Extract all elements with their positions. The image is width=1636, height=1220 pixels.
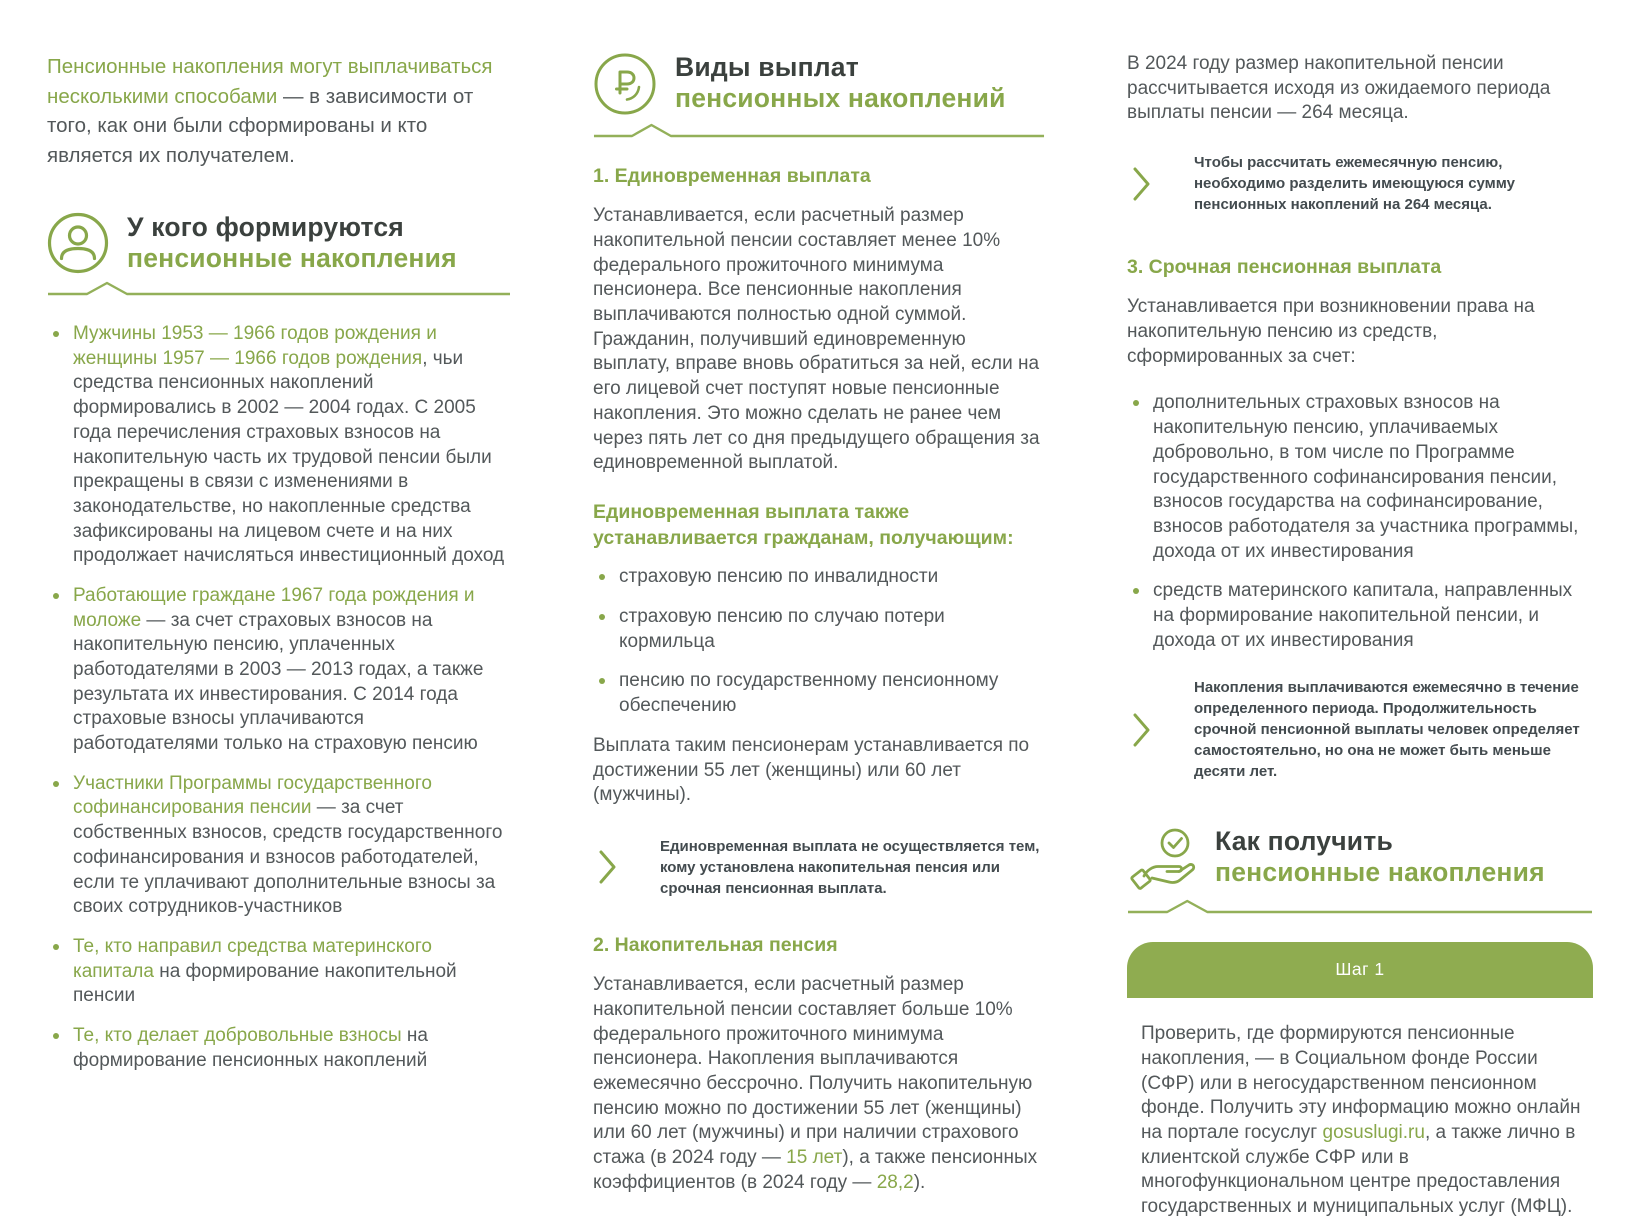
paragraph-segment: , а также лично в клиентской службе СФР или в многофункциональном центре предоставления государственных и муниципальных услуг (МФЦ). — [1141, 1122, 1576, 1218]
subsection-heading-term-payment: 3. Срочная пенсионная выплата — [1127, 256, 1442, 279]
item-lead: Работающие граждане 1967 года рождения и моложе — [73, 584, 475, 631]
section-title — [127, 212, 457, 274]
list-item — [593, 565, 1045, 590]
callout-note — [1127, 677, 1593, 782]
term-payment-sources-list — [1127, 391, 1593, 653]
bullet-dot — [599, 614, 605, 620]
bullet-dot — [53, 781, 59, 787]
chevron-right-icon — [1133, 713, 1150, 747]
step-1-banner: Шаг 1 — [1127, 942, 1593, 998]
bullet-dot — [53, 331, 59, 337]
item-lead: Участники Программы государственного софинансирования пенсии — [73, 772, 432, 819]
list-item — [1127, 579, 1593, 653]
term-payment-paragraph: Устанавливается при возникновении права на накопительную пенсию из средств, сформированных за счет: — [1127, 296, 1535, 367]
person-icon — [47, 212, 109, 274]
callout-text: Чтобы рассчитать ежемесячную пенсию, необходимо разделить имеющуюся сумму пенсионных накоплений на 264 месяца. — [1194, 154, 1516, 214]
section-header-who-forms — [47, 212, 511, 274]
section-title — [675, 52, 1006, 114]
list-item — [47, 772, 511, 920]
column-middle — [593, 52, 1045, 1220]
list-item — [593, 605, 1045, 654]
list-item — [47, 1024, 511, 1073]
paragraph-segment: ), а также пенсионных коэффициентов (в 2024 году — — [593, 1147, 1038, 1193]
bullet-dot — [53, 1033, 59, 1039]
intro-rest: — в зависимости от того, как они были сформированы и кто является их получателем. — [47, 84, 474, 167]
item-lead: Мужчины 1953 — 1966 годов рождения и женщины 1957 — 1966 годов рождения — [73, 323, 437, 369]
intro-lead: Пенсионные накопления могут выплачиваться несколькими способами — [47, 55, 493, 108]
bullet-dot — [1133, 400, 1139, 406]
item-text: дополнительных страховых взносов на накопительную пенсию, уплачиваемых добровольно, в том числе по Программе государственного софинансирования пенсии, взносов государства на софинансирование, взносов работодателя за участника программы, дохода от их инвестирования — [1153, 392, 1579, 562]
lump-sum-paragraph: Устанавливается, если расчетный размер накопительной пенсии составляет менее 10% федерального прожиточного минимума пенсионера. Все пенсионные накопления выплачиваются полностью одной суммой. Гражданин, получивший единовременную выплату, вправе вновь обратиться за ней, если на его лицевой счет поступят новые пенсионные накопления. Это можно сделать не ранее чем через пять лет со дня предыдущего обращения за единовременной выплатой. — [593, 205, 1040, 474]
also-granted-heading: Единовременная выплата также устанавливается гражданам, получающим: — [593, 500, 1014, 549]
column-left — [47, 52, 511, 1220]
item-rest: на формирование накопительной пенсии — [73, 960, 457, 1007]
list-item — [1127, 391, 1593, 564]
bullet-dot — [1133, 588, 1139, 594]
paragraph-segment: Проверить, где формируются пенсионные накопления, — в Социальном фонде России (СФР) или в негосударственном пенсионном фонде. Получить эту информацию можно онлайн на портале госуслуг — [1141, 1023, 1581, 1144]
item-text: средств материнского капитала, направленных на формирование накопительной пенсии, и дохода от их инвестирования — [1153, 580, 1573, 651]
item-rest: — за счет страховых взносов на накопительную пенсию, уплаченных работодателями в 2003 — 2013 годах, а также результата их инвестирования. С 2014 года страховые взносы уплачиваются работодателями только на страховую пенсию — [73, 609, 484, 755]
section-header-how-to-get — [1127, 826, 1593, 892]
paragraph-segment: ). — [913, 1171, 926, 1193]
ruble-coin-icon — [593, 52, 657, 116]
bullet-dot — [599, 574, 605, 580]
column-right — [1127, 52, 1593, 1220]
funded-pension-paragraph — [593, 973, 1045, 1195]
item-rest: — за счет собственных взносов, средств государственного софинансирования и взносов работодателей, если те уплачивают дополнительные взносы за своих сотрудников-участников — [73, 797, 503, 918]
callout-text: Накопления выплачиваются ежемесячно в течение определенного периода. Продолжительность срочной пенсионной выплаты человек определяет самостоятельно, но она не может быть меньше десяти лет. — [1194, 679, 1580, 781]
list-item — [47, 584, 511, 757]
section-title-line2: пенсионные накопления — [127, 243, 457, 274]
list-item — [47, 935, 511, 1009]
lump-sum-recipients-list — [593, 565, 1045, 718]
item-text: пенсию по государственному пенсионному обеспечению — [619, 670, 999, 717]
highlight-15-years: 15 лет — [786, 1147, 843, 1169]
chevron-right-icon — [1133, 167, 1150, 201]
list-item — [47, 322, 511, 569]
section-title-line1: Как получить — [1215, 826, 1393, 857]
intro-paragraph — [47, 52, 511, 170]
bullet-dot — [53, 593, 59, 599]
hand-check-icon — [1127, 826, 1197, 892]
item-text: страховую пенсию по инвалидности — [619, 566, 939, 588]
section-title-line2: пенсионные накопления — [1215, 857, 1545, 888]
item-lead: Те, кто делает добровольные взносы — [73, 1024, 402, 1046]
section-underline — [1127, 898, 1593, 916]
callout-note — [593, 836, 1045, 899]
section-header-payment-types — [593, 52, 1045, 116]
callout-note — [1127, 152, 1593, 215]
list-item — [593, 669, 1045, 718]
item-rest: , чьи средства пенсионных накоплений формировались в 2002 — 2004 годах. С 2005 года перечисления страховых взносов на накопительную часть их трудовой пенсии были прекращены в связи с изменениями в законодательстве, но накопленные средства зафиксированы на лицевом счете и на них продолжает начисляться инвестиционный доход — [73, 347, 505, 567]
item-text: страховую пенсию по случаю потери кормильца — [619, 606, 945, 652]
paragraph-segment: Устанавливается, если расчетный размер накопительной пенсии составляет больше 10% федерального прожиточного минимума пенсионера. Накопления выплачиваются ежемесячно бессрочно. Получить накопительную пенсию можно по достижении 55 лет (женщины) или 60 лет (мужчины) и при наличии страхового стажа (в 2024 году — — [593, 974, 1033, 1169]
who-forms-list — [47, 322, 511, 1073]
section-underline — [593, 122, 1045, 140]
highlight-coefficient: 28,2 — [876, 1171, 914, 1193]
expected-period-paragraph: В 2024 году размер накопительной пенсии рассчитывается исходя из ожидаемого периода выплаты пенсии — 264 месяца. — [1127, 53, 1551, 124]
gosuslugi-link[interactable]: gosuslugi.ru — [1322, 1122, 1425, 1144]
section-underline — [47, 280, 511, 298]
section-title — [1215, 826, 1545, 888]
section-title-line1: У кого формируются — [127, 212, 404, 243]
section-title-line1: Виды выплат — [675, 52, 859, 82]
subsection-heading-lump-sum: 1. Единовременная выплата — [593, 165, 871, 187]
callout-text: Единовременная выплата не осуществляется тем, кому установлена накопительная пенсия или срочная пенсионная выплата. — [660, 837, 1040, 897]
step-1-paragraph — [1127, 1022, 1593, 1220]
section-title-line2: пенсионных накоплений — [675, 83, 1006, 113]
age-threshold-paragraph: Выплата таким пенсионерам устанавливается по достижении 55 лет (женщины) или 60 лет (мужчины). — [593, 734, 1030, 806]
item-rest: на формирование пенсионных накоплений — [73, 1024, 428, 1071]
chevron-right-icon — [599, 850, 616, 884]
bullet-dot — [599, 678, 605, 684]
item-lead: Те, кто направил средства материнского капитала — [73, 935, 432, 982]
subsection-heading-funded-pension: 2. Накопительная пенсия — [593, 933, 838, 956]
bullet-dot — [53, 944, 59, 950]
